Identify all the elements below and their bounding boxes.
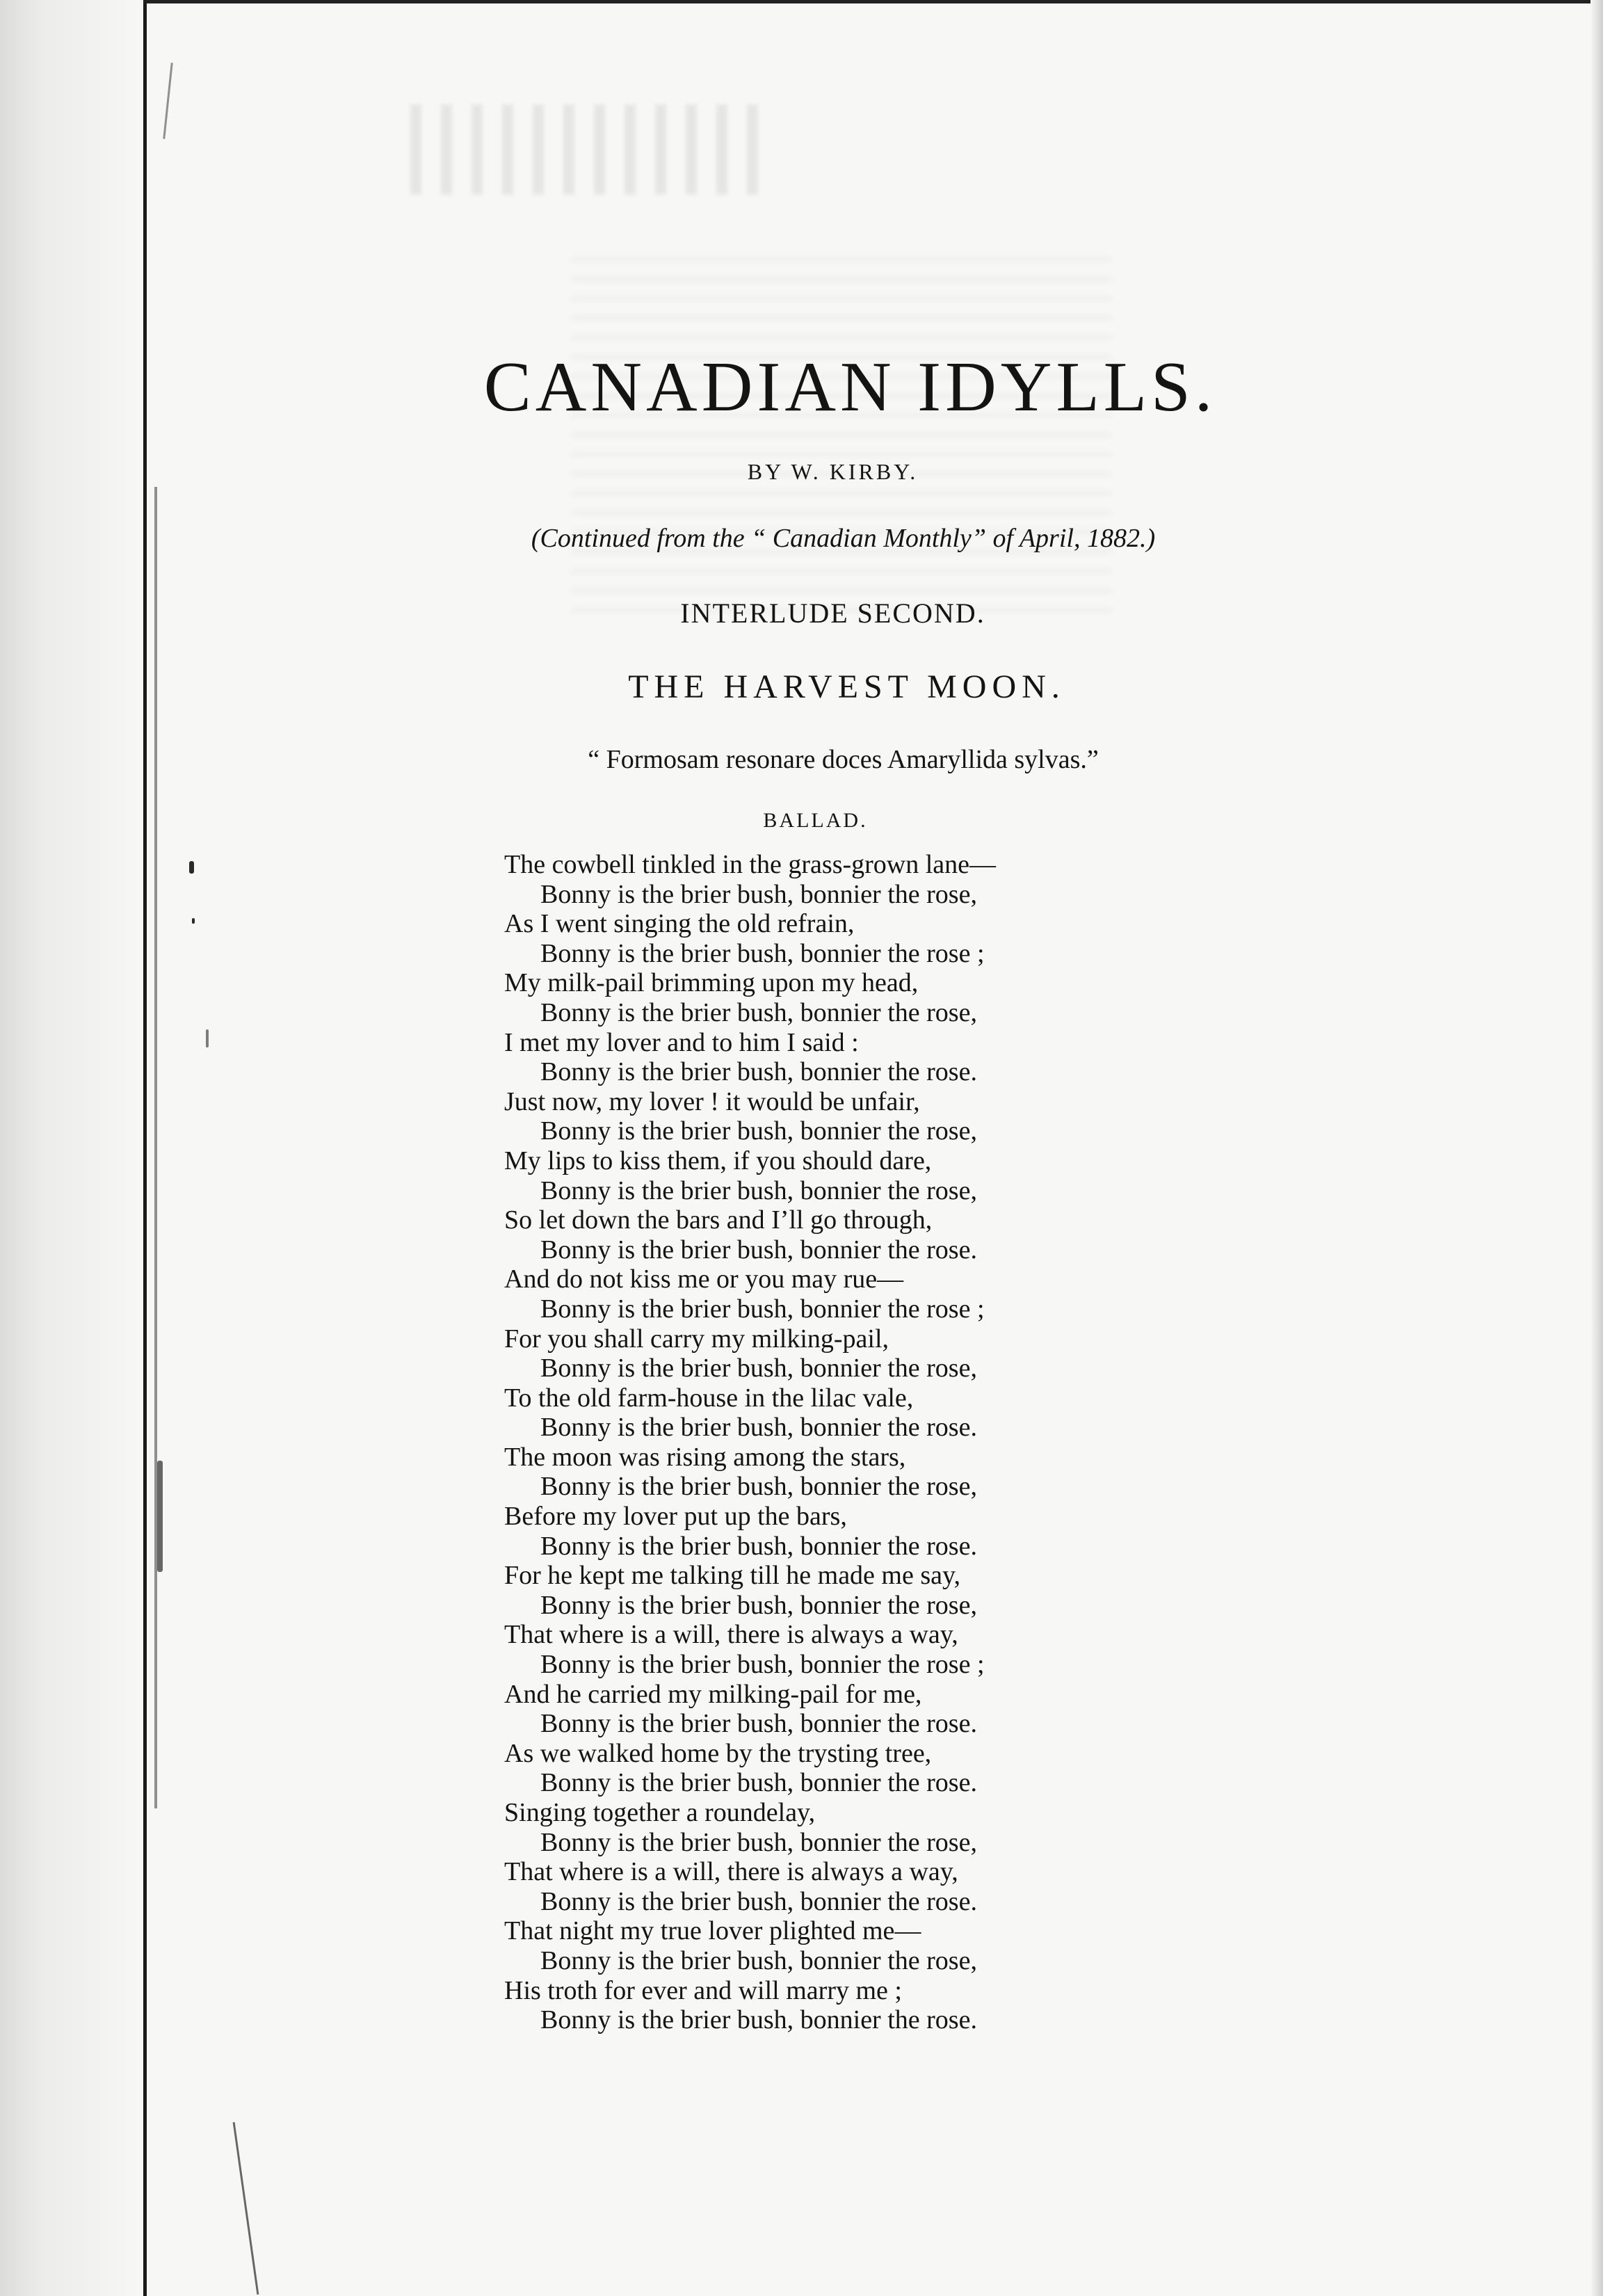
poem-refrain-line: Bonny is the brier bush, bonnier the rose, bbox=[540, 1590, 977, 1620]
poem-body bbox=[504, 850, 996, 2035]
margin-speck bbox=[157, 1461, 163, 1572]
poem-line: And do not kiss me or you may rue— bbox=[504, 1265, 904, 1294]
faded-library-stamp bbox=[410, 104, 758, 195]
poem-refrain-line: Bonny is the brier bush, bonnier the rose, bbox=[540, 879, 977, 909]
interlude-heading: INTERLUDE SECOND. bbox=[680, 597, 985, 629]
poem-line: I met my lover and to him I said : bbox=[504, 1027, 859, 1057]
poem-line: As I went singing the old refrain, bbox=[504, 909, 855, 939]
epigraph: “ Formosam resonare doces Amaryllida sylvas.” bbox=[588, 745, 1099, 774]
poem-line: For you shall carry my milking-pail, bbox=[504, 1324, 889, 1354]
author-byline: BY W. KIRBY. bbox=[747, 459, 919, 484]
poem-refrain-line: Bonny is the brier bush, bonnier the rose. bbox=[540, 1709, 977, 1739]
poem-line: That where is a will, there is always a way, bbox=[504, 1620, 958, 1650]
margin-speck bbox=[163, 63, 172, 139]
poem-line: The cowbell tinkled in the grass-grown lane— bbox=[504, 850, 997, 879]
poem-refrain-line: Bonny is the brier bush, bonnier the rose, bbox=[540, 1945, 977, 1975]
poem-line: To the old farm-house in the lilac vale, bbox=[504, 1383, 914, 1413]
margin-speck bbox=[206, 1029, 209, 1047]
top-edge-rule bbox=[143, 0, 1603, 3]
poem-refrain-line: Bonny is the brier bush, bonnier the rose. bbox=[540, 1886, 977, 1916]
poem-refrain-line: Bonny is the brier bush, bonnier the rose. bbox=[540, 1235, 977, 1265]
poem-line: Singing together a roundelay, bbox=[504, 1798, 816, 1827]
poem-refrain-line: Bonny is the brier bush, bonnier the rose, bbox=[540, 997, 977, 1027]
poem-refrain-line: Bonny is the brier bush, bonnier the rose ; bbox=[540, 1650, 985, 1680]
poem-line: His troth for ever and will marry me ; bbox=[504, 1975, 902, 2005]
poem-refrain-line: Bonny is the brier bush, bonnier the rose, bbox=[540, 1472, 977, 1502]
poem-line: And he carried my milking-pail for me, bbox=[504, 1679, 922, 1709]
poem-refrain-line: Bonny is the brier bush, bonnier the rose, bbox=[540, 1827, 977, 1857]
page-right-edge bbox=[1590, 0, 1603, 2296]
continued-note: (Continued from the “ Canadian Monthly” of April, 1882.) bbox=[531, 524, 1156, 553]
poem-refrain-line: Bonny is the brier bush, bonnier the rose ; bbox=[540, 938, 985, 968]
poem-refrain-line: Bonny is the brier bush, bonnier the rose. bbox=[540, 1057, 977, 1087]
poem-refrain-line: Bonny is the brier bush, bonnier the rose. bbox=[540, 2005, 977, 2035]
poem-line: That where is a will, there is always a way, bbox=[504, 1857, 958, 1887]
poem-line: Before my lover put up the bars, bbox=[504, 1502, 847, 1532]
page-binding-edge bbox=[0, 0, 139, 2296]
poem-refrain-line: Bonny is the brier bush, bonnier the rose. bbox=[540, 1531, 977, 1561]
poem-line: That night my true lover plighted me— bbox=[504, 1916, 921, 1946]
poem-title: THE HARVEST MOON. bbox=[628, 668, 1065, 705]
poem-line: My lips to kiss them, if you should dare, bbox=[504, 1146, 932, 1175]
margin-speck bbox=[189, 861, 194, 874]
poem-line: Just now, my lover ! it would be unfair, bbox=[504, 1086, 920, 1116]
poem-refrain-line: Bonny is the brier bush, bonnier the rose. bbox=[540, 1413, 977, 1443]
poem-refrain-line: Bonny is the brier bush, bonnier the rose, bbox=[540, 1354, 977, 1383]
poem-line: For he kept me talking till he made me say, bbox=[504, 1561, 961, 1591]
poem-line: So let down the bars and I’ll go through, bbox=[504, 1205, 933, 1235]
page-title: CANADIAN IDYLLS. bbox=[483, 348, 1217, 426]
section-label: BALLAD. bbox=[763, 809, 868, 832]
poem-line: As we walked home by the trysting tree, bbox=[504, 1738, 932, 1768]
poem-refrain-line: Bonny is the brier bush, bonnier the rose, bbox=[540, 1116, 977, 1146]
poem-refrain-line: Bonny is the brier bush, bonnier the rose. bbox=[540, 1768, 977, 1798]
poem-refrain-line: Bonny is the brier bush, bonnier the rose ; bbox=[540, 1294, 985, 1324]
poem-line: The moon was rising among the stars, bbox=[504, 1442, 906, 1472]
margin-speck bbox=[192, 918, 195, 924]
margin-speck bbox=[233, 2122, 259, 2295]
gutter-line bbox=[143, 0, 147, 2296]
poem-line: My milk-pail brimming upon my head, bbox=[504, 968, 919, 998]
show-through-bleed bbox=[570, 250, 1113, 612]
poem-refrain-line: Bonny is the brier bush, bonnier the rose, bbox=[540, 1175, 977, 1205]
